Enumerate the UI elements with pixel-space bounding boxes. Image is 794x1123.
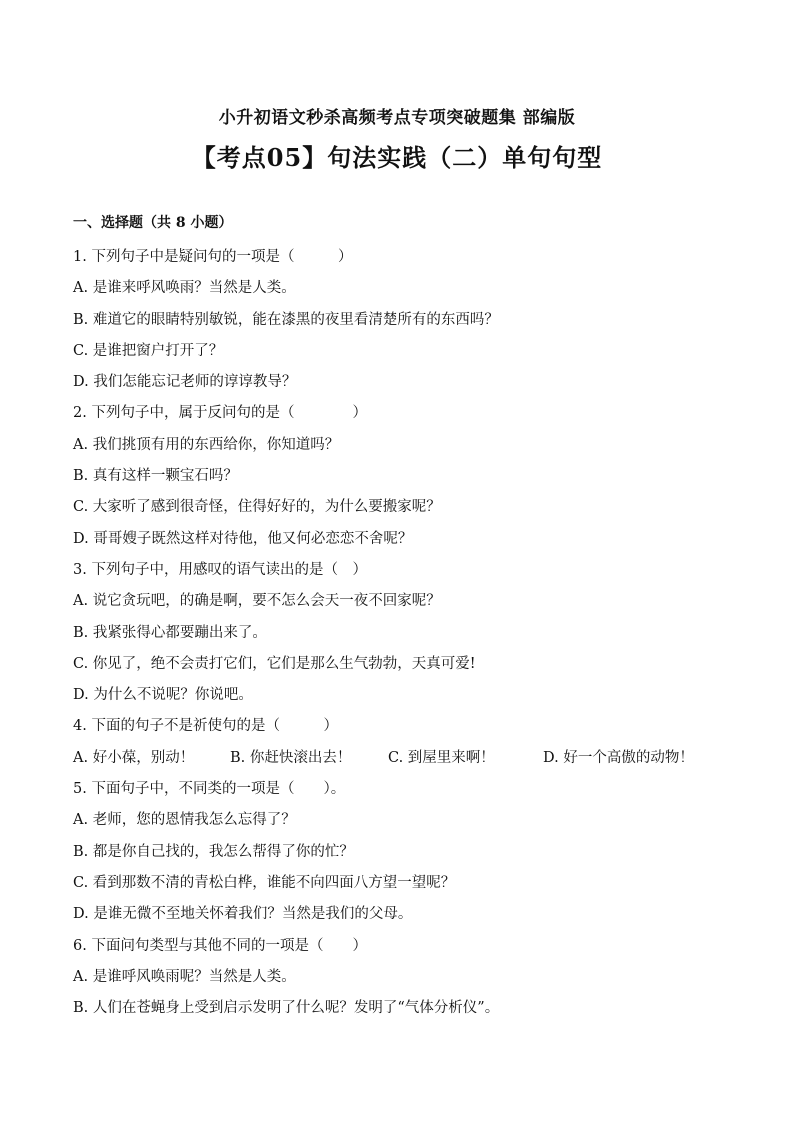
question-stem: 1. 下列句子中是疑问句的一项是（ ）: [73, 249, 353, 265]
answer-option: B. 都是你自己找的，我怎么帮得了你的忙？: [73, 843, 354, 860]
answer-option: C. 大家听了感到很奇怪，住得好好的，为什么要搬家呢？: [73, 499, 441, 516]
answer-option: A. 是谁呼风唤雨呢？当然是人类。: [73, 968, 296, 985]
document-title: 【考点05】句法实践（二）单句句型: [191, 143, 603, 172]
question-stem: 4. 下面的句子不是祈使句的是（ ）: [73, 718, 338, 735]
answer-option: C. 到屋里来啊！: [388, 749, 495, 766]
inline-options-row: [73, 743, 753, 774]
answer-option: D. 好一个高傲的动物！: [543, 749, 694, 766]
answer-option: B. 难道它的眼睛特别敏锐，能在漆黑的夜里看清楚所有的东西吗？: [73, 311, 499, 328]
answer-option: C. 看到那数不清的青松白桦，谁能不向四面八方望一望呢？: [73, 874, 456, 891]
answer-option: A. 我们挑顶有用的东西给你，你知道吗？: [73, 436, 340, 453]
answer-option: D. 哥哥嫂子既然这样对待他，他又何必恋恋不舍呢？: [73, 530, 413, 547]
answer-option: B. 人们在苍蝇身上受到启示发明了什么呢？发明了“气体分析仪”。: [73, 1000, 500, 1017]
answer-option: B. 你赶快滚出去！: [230, 749, 352, 766]
answer-option: D. 是谁无微不至地关怀着我们？当然是我们的父母。: [73, 906, 413, 923]
answer-option: B. 真有这样一颗宝石吗？: [73, 468, 238, 485]
answer-option: A. 好小葆，别动！: [73, 749, 195, 766]
answer-option: B. 我紧张得心都要蹦出来了。: [73, 624, 267, 641]
question-stem: 5. 下面句子中，不同类的一项是（ ）。: [73, 781, 346, 798]
answer-option: C. 你见了，绝不会责打它们，它们是那么生气勃勃，天真可爱!: [73, 655, 476, 672]
document-subtitle: 小升初语文秒杀高频考点专项突破题集 部编版: [218, 108, 576, 128]
section-heading: 一、选择题（共 8 小题）: [73, 215, 233, 231]
answer-option: A. 是谁来呼风唤雨？当然是人类。: [73, 280, 296, 297]
question-stem: 3. 下列句子中，用感叹的语气读出的是（ ）: [73, 561, 367, 578]
question-stem: 2. 下列句子中，属于反问句的是（ ）: [73, 405, 367, 422]
answer-option: D. 我们怎能忘记老师的谆谆教导？: [73, 374, 297, 391]
answer-option: A. 老师，您的恩情我怎么忘得了？: [73, 812, 296, 829]
question-stem: 6. 下面问句类型与其他不同的一项是（ ）: [73, 937, 367, 954]
answer-option: D. 为什么不说呢？你说吧。: [73, 687, 253, 704]
answer-option: A. 说它贪玩吧，的确是啊，要不怎么会天一夜不回家呢？: [73, 593, 441, 610]
question-list: [73, 242, 753, 1024]
answer-option: C. 是谁把窗户打开了？: [73, 342, 224, 359]
